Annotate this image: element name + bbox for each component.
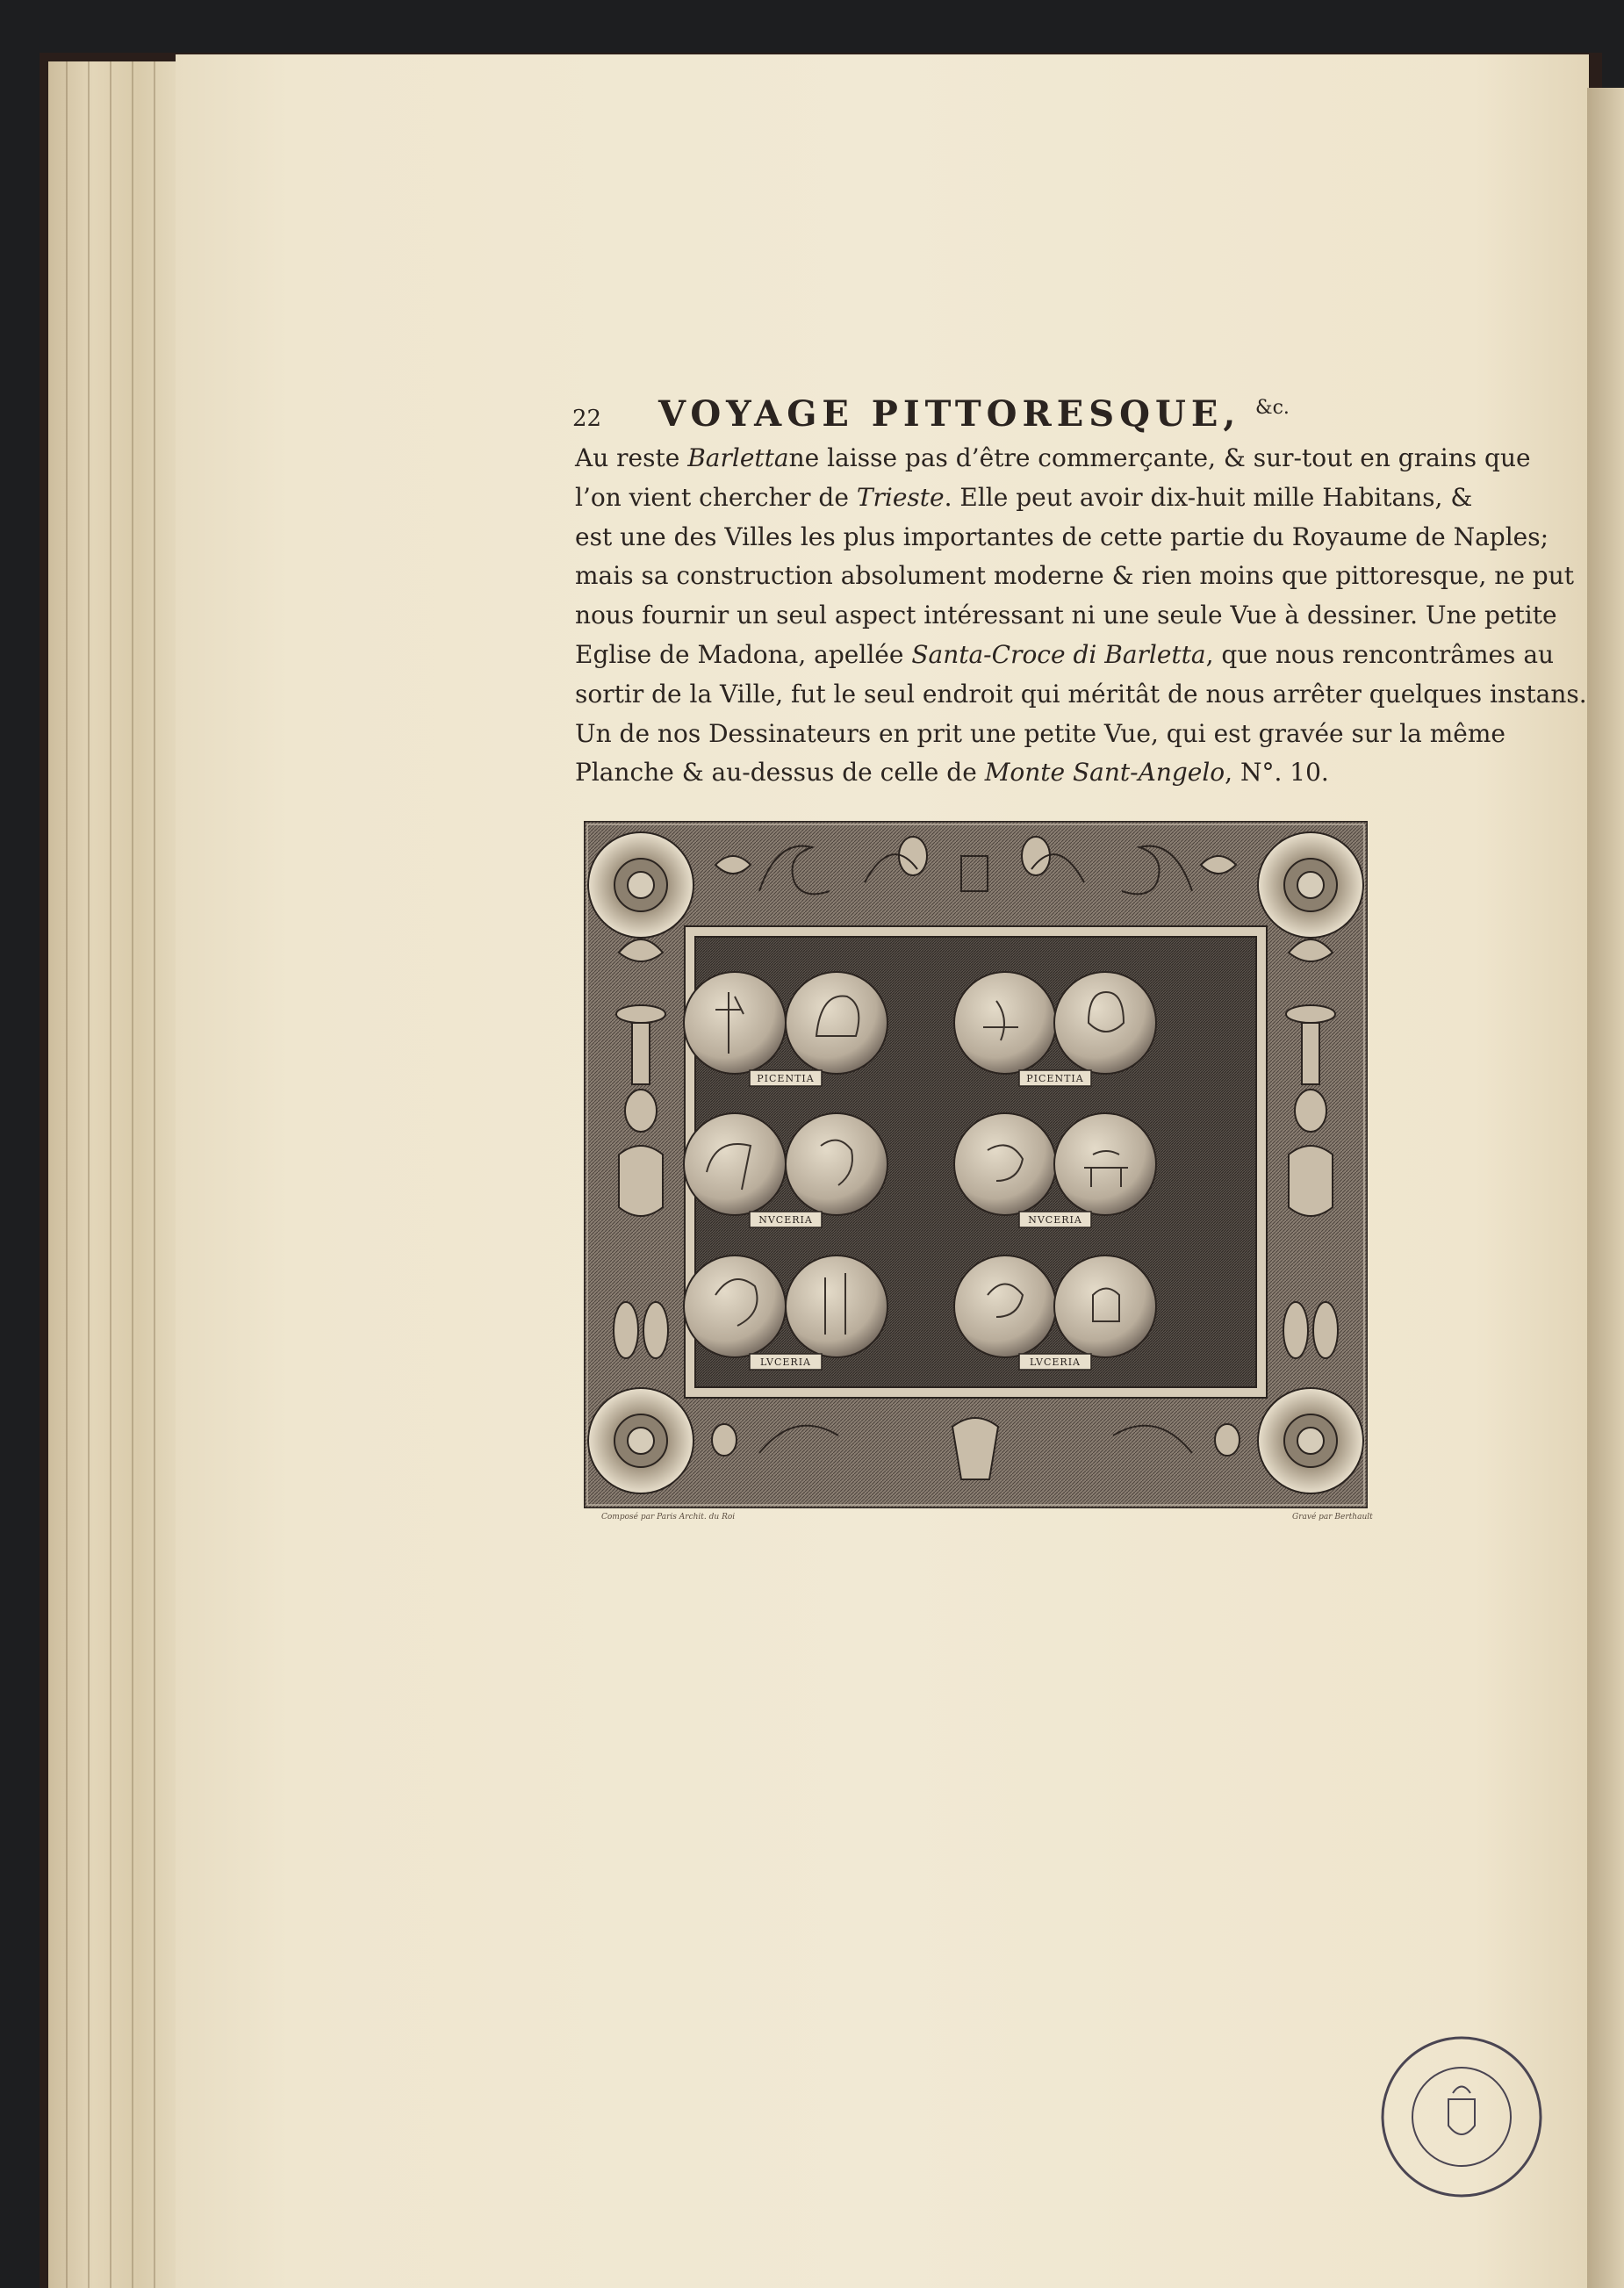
text-line: sortir de la Ville, fut le seul endroit qui méritât de nous arrêter quelques instans. — [575, 679, 1587, 709]
running-title-etc: &c. — [1255, 397, 1290, 419]
facing-page-edge — [1587, 88, 1624, 2288]
text-line: est une des Villes les plus importantes de cette partie du Royaume de Naples; — [575, 522, 1549, 551]
coin-label: NVCERIA — [758, 1214, 813, 1226]
text-line: nous fournir un seul aspect intéressant ni une seule Vue à dessiner. Une petite — [575, 601, 1557, 630]
text-line: Eglise de Madona, apellée Santa-Croce di Barletta , que nous rencontrâmes au — [575, 639, 1555, 669]
coin-label: PICENTIA — [757, 1073, 815, 1084]
page-header — [572, 393, 1362, 446]
text-line: Planche & au-dessus de celle de Monte Sant-Angelo, N°. 10. — [575, 758, 1329, 788]
engraved-plate — [584, 821, 1368, 1508]
coin-label: LVCERIA — [760, 1356, 811, 1368]
running-title: VOYAGE PITTORESQUE, — [658, 393, 1241, 435]
library-stamp — [1378, 2033, 1545, 2200]
engraver-signature-right: Gravé par Berthault — [1292, 1513, 1373, 1522]
page-number: 22 — [572, 406, 602, 432]
text-line: l’on vient chercher de Trieste . Elle peut avoir dix-huit mille Habitans, & — [575, 482, 1473, 512]
text-line: Un de nos Dessinateurs en prit une petite Vue, qui est gravée sur la même — [575, 718, 1505, 748]
text-line: mais sa construction absolument moderne & rien moins que pittoresque, ne put — [575, 561, 1575, 591]
coin-label: PICENTIA — [1026, 1073, 1084, 1084]
coin-label: NVCERIA — [1028, 1214, 1082, 1226]
body-paragraph — [575, 439, 1587, 793]
coin-label: LVCERIA — [1030, 1356, 1081, 1368]
engraver-signature-left: Composé par Paris Archit. du Roi — [601, 1513, 736, 1522]
text-line: Au reste Barletta ne laisse pas d’être commerçante, & sur-tout en grains que — [575, 443, 1531, 472]
